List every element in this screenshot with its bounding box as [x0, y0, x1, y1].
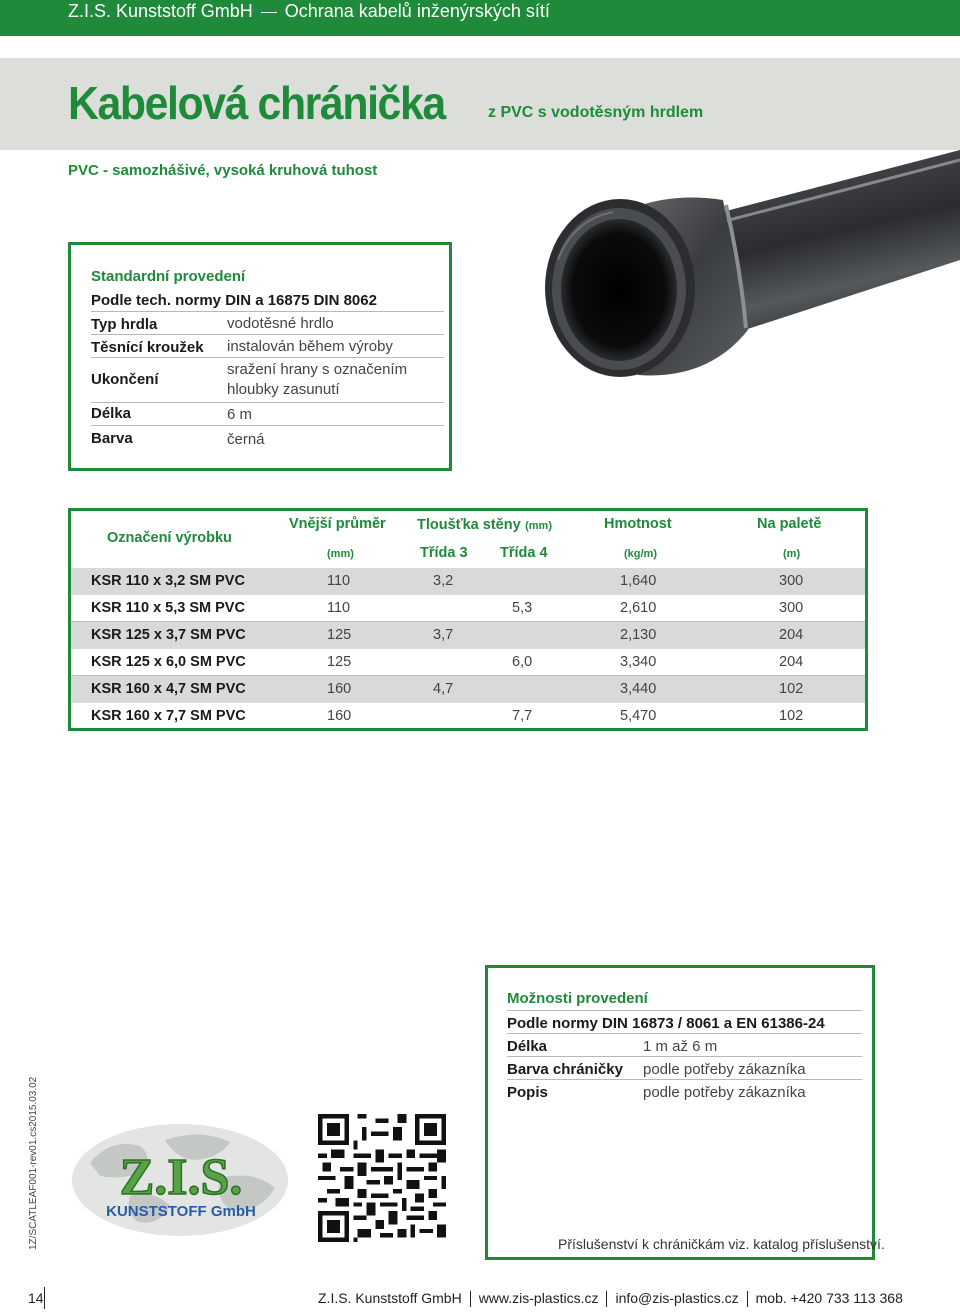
cell-weight: 3,340: [620, 654, 657, 670]
spec-norm: Podle tech. normy DIN a 16875 DIN 8062: [91, 292, 377, 309]
table-row: [71, 703, 865, 730]
options-label: Délka: [507, 1038, 548, 1055]
pipe-photo: [478, 150, 960, 450]
cell-class4: 7,7: [512, 708, 533, 724]
qr-code-icon: [318, 1114, 446, 1242]
spec-value-line2: hloubky zasunutí: [227, 381, 340, 398]
footer-email-link[interactable]: info@zis-plastics.cz: [615, 1290, 739, 1306]
spec-heading: Standardní provedení: [91, 268, 246, 285]
table-row: [71, 676, 865, 703]
page-number: 14: [28, 1290, 44, 1306]
cell-name: KSR 125 x 6,0 SM PVC: [91, 654, 246, 670]
spec-row-length: [91, 402, 444, 425]
pipe-illustration: [478, 150, 960, 450]
cell-class3: 3,2: [433, 573, 454, 589]
options-row-color: [507, 1056, 862, 1079]
logo-sub-text: KUNSTSTOFF GmbH: [106, 1203, 256, 1220]
spec-label: Těsnící kroužek: [91, 339, 204, 356]
cell-diameter: 125: [327, 627, 352, 643]
cell-name: KSR 110 x 3,2 SM PVC: [91, 573, 245, 589]
cell-name: KSR 110 x 5,3 SM PVC: [91, 600, 245, 616]
logo-main-text: Z.I.S.: [119, 1149, 243, 1206]
spec-value: 6 m: [227, 406, 253, 423]
footer-web-link[interactable]: www.zis-plastics.cz: [478, 1290, 599, 1306]
col-header-weight: Hmotnost: [604, 516, 672, 532]
col-unit-weight: (kg/m): [624, 548, 657, 560]
cell-diameter: 110: [327, 573, 351, 589]
spec-label: Délka: [91, 405, 132, 422]
cell-weight: 2,610: [620, 600, 657, 616]
options-value: podle potřeby zákazníka: [643, 1084, 806, 1101]
spec-label: Ukončení: [91, 371, 159, 388]
spec-row-color: [91, 425, 444, 448]
spec-value: instalován během výroby: [227, 338, 393, 355]
cell-pallet: 300: [779, 573, 804, 589]
spec-value: vodotěsné hrdlo: [227, 315, 334, 332]
options-label: Barva chráničky: [507, 1061, 623, 1078]
cell-pallet: 102: [779, 708, 804, 724]
col-unit-wall: (mm): [525, 520, 552, 532]
options-heading: Možnosti provedení: [507, 990, 648, 1007]
header-company: Z.I.S. Kunststoff GmbH: [68, 1, 253, 21]
table-row: [71, 622, 865, 649]
col-header-wall-group: [417, 516, 552, 534]
cell-pallet: 300: [779, 600, 804, 616]
cell-diameter: 125: [327, 654, 352, 670]
footer-phone: mob. +420 733 113 368: [755, 1290, 903, 1306]
header-section: Ochrana kabelů inženýrských sítí: [284, 1, 550, 21]
options-label: Popis: [507, 1084, 548, 1101]
table-row: [71, 568, 865, 595]
cell-diameter: 160: [327, 681, 352, 697]
page-subtitle: z PVC s vodotěsným hrdlem: [488, 104, 704, 121]
standard-spec-box: [68, 242, 452, 471]
options-value: 1 m až 6 m: [643, 1038, 718, 1055]
company-logo: [70, 1118, 292, 1248]
col-header-product: Označení výrobku: [107, 530, 232, 546]
footer-separator: [606, 1291, 607, 1307]
cell-name: KSR 160 x 7,7 SM PVC: [91, 708, 246, 724]
col-header-wall: Tloušťka stěny: [417, 517, 521, 533]
footer-separator: [747, 1291, 748, 1307]
spec-row-socket-type: [91, 311, 444, 334]
col-header-diameter: Vnější průměr: [289, 516, 386, 532]
col-header-class4: Třída 4: [500, 545, 548, 561]
options-row-length: [507, 1033, 862, 1056]
cell-name: KSR 125 x 3,7 SM PVC: [91, 627, 246, 643]
col-header-class3: Třída 3: [420, 545, 468, 561]
spec-label: Typ hrdla: [91, 316, 158, 333]
col-header-pallet: Na paletě: [757, 516, 822, 532]
cell-class3: 3,7: [433, 627, 454, 643]
options-norm: Podle normy DIN 16873 / 8061 a EN 61386-24: [507, 1015, 825, 1032]
options-value: podle potřeby zákazníka: [643, 1061, 806, 1078]
cell-diameter: 110: [327, 600, 351, 616]
cell-weight: 2,130: [620, 627, 657, 643]
cell-pallet: 204: [779, 654, 804, 670]
footer-contact: [318, 1290, 903, 1307]
options-row-description: [507, 1079, 862, 1102]
footer-company: Z.I.S. Kunststoff GmbH: [318, 1290, 462, 1306]
globe-logo-icon: [70, 1118, 292, 1248]
document-code: 1Z/SCATLEAF001-rev01.cs2015.03.02: [28, 1076, 39, 1250]
cell-name: KSR 160 x 4,7 SM PVC: [91, 681, 246, 697]
header-dash: [261, 12, 277, 13]
cell-weight: 5,470: [620, 708, 657, 724]
cell-class4: 6,0: [512, 654, 533, 670]
page-title: Kabelová chránička: [68, 77, 445, 129]
footer-divider: [44, 1287, 45, 1309]
spec-row-seal: [91, 334, 444, 357]
options-box: [485, 965, 885, 1260]
accessories-note: Příslušenství k chráničkám viz. katalog příslušenství.: [558, 1236, 885, 1252]
cell-pallet: 102: [779, 681, 804, 697]
footer-separator: [470, 1291, 471, 1307]
col-unit-pallet: (m): [783, 548, 801, 560]
product-table: [68, 508, 868, 731]
table-row: [71, 649, 865, 676]
spec-row-ending: [91, 357, 444, 402]
header-text: [68, 0, 550, 22]
spec-value: sražení hrany s označením: [227, 361, 408, 378]
options-norm-row: [507, 1010, 862, 1033]
header-bar: [0, 0, 960, 36]
tagline: PVC - samozhášivé, vysoká kruhová tuhost: [68, 162, 378, 179]
spec-value: černá: [227, 431, 265, 448]
cell-class3: 4,7: [433, 681, 454, 697]
spec-label: Barva: [91, 430, 133, 447]
cell-class4: 5,3: [512, 600, 533, 616]
cell-weight: 1,640: [620, 573, 657, 589]
table-row: [71, 595, 865, 622]
cell-weight: 3,440: [620, 681, 657, 697]
cell-diameter: 160: [327, 708, 352, 724]
col-unit-diameter: (mm): [327, 548, 354, 560]
cell-pallet: 204: [779, 627, 804, 643]
